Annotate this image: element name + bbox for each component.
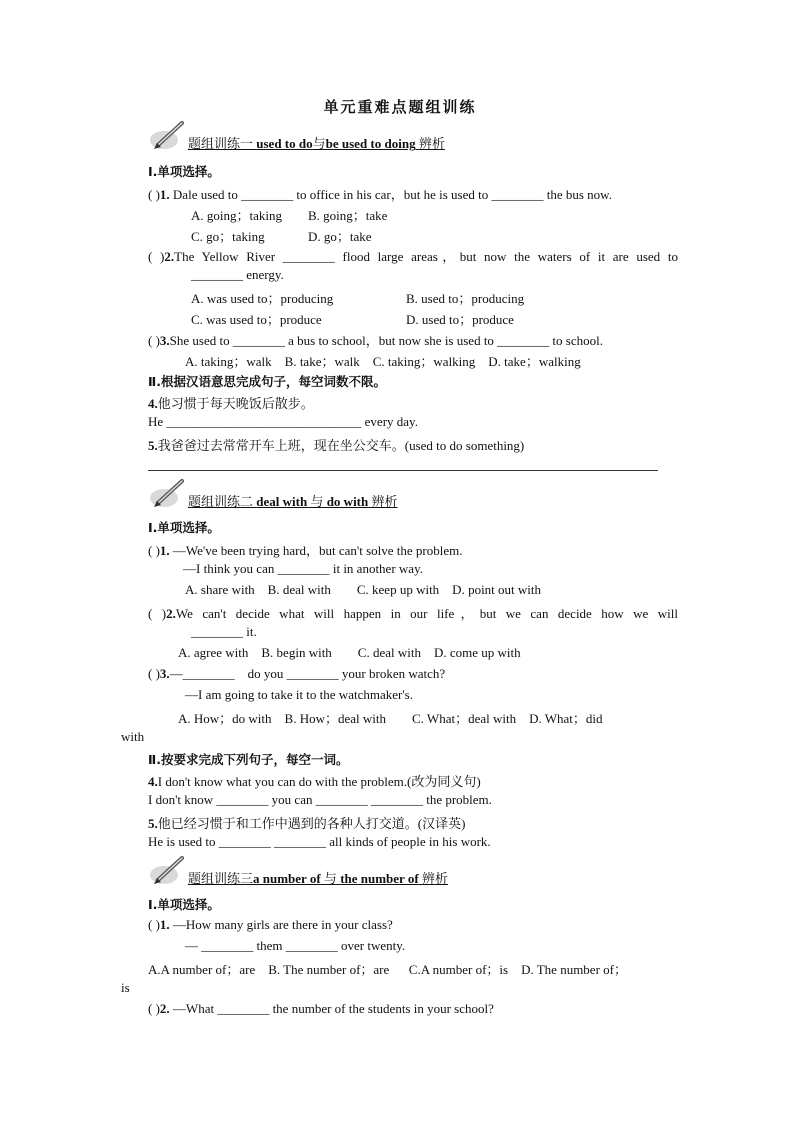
question-1: ( )1. —How many girls are there in your class? [148,917,393,932]
option-d: D. used to；produce [406,312,514,327]
question-4: 4.I don't know what you can do with the problem.(改为同义句) [148,774,481,789]
question-3: ( )3.She used to ________ a bus to school，but now she is used to ________ to school. [148,333,603,348]
option-c: C. go；taking [191,229,265,244]
answer-line: I don't know ________ you can ________ ________ the problem. [148,792,492,807]
options-row: A.A number of；are B. The number of；are C.A number of；is D. The number of； [148,962,627,977]
pen-icon [148,118,188,152]
question-3: ( )3.—________ do you ________ your broken watch? [148,666,446,681]
question-4: 4.他习惯于每天晚饭后散步。 [148,396,314,411]
question-1-cont: — ________ them ________ over twenty. [185,938,406,953]
option-b: B. used to；producing [406,291,525,306]
question-3-cont: —I am going to take it to the watchmaker's. [185,687,413,702]
question-2-cont: ________ it. [191,624,257,639]
option-a: A. going；taking [191,208,282,223]
option-d: D. go；take [308,229,372,244]
part-heading: Ⅰ.单项选择。 [148,520,220,535]
part-heading: Ⅰ.单项选择。 [148,897,220,912]
pen-icon [148,476,188,510]
options-row: A. How；do with B. How；deal with C. What；deal with D. What；did [178,711,603,726]
options-row: A. agree with B. begin with C. deal with D. come up with [178,645,521,660]
question-2-cont: ________ energy. [191,267,284,282]
question-5: 5.我爸爸过去常常开车上班，现在坐公交车。(used to do something) [148,438,525,453]
question-1: ( )1. —We've been trying hard，but can't solve the problem. [148,543,463,558]
options-wrap: with [121,729,145,744]
pen-icon [148,853,188,887]
part-heading: Ⅱ.按要求完成下列句子，每空一词。 [148,752,349,767]
option-c: C. was used to；produce [191,312,322,327]
answer-rule [148,470,658,471]
options-row: A. taking；walk B. take；walk C. taking；walking D. take；walking [185,354,581,369]
question-2: ( )2.We can't decide what will happen in our life，but we can decide how we will [148,606,678,621]
part-heading: Ⅰ.单项选择。 [148,164,220,179]
option-a: A. was used to；producing [191,291,334,306]
option-b: B. going；take [308,208,388,223]
options-row: A. share with B. deal with C. keep up with D. point out with [185,582,542,597]
answer-line: He is used to ________ ________ all kinds of people in his work. [148,834,491,849]
part-heading: Ⅱ.根据汉语意思完成句子，每空词数不限。 [148,374,386,389]
question-2: ( )2. —What ________ the number of the students in your school? [148,1001,494,1016]
section-title: 题组训练一 used to do与be used to doing 辨析 [188,136,445,151]
section-title: 题组训练二 deal with 与 do with 辨析 [188,494,398,509]
question-2: ( )2.The Yellow River ________ flood large areas，but now the waters of it are used to [148,249,678,264]
options-wrap: is [121,980,130,995]
section-title: 题组训练三a number of 与 the number of 辨析 [188,871,448,886]
question-1-cont: —I think you can ________ it in another way. [183,561,423,576]
question-1: ( )1. Dale used to ________ to office in his car，but he is used to ________ the bus now. [148,187,612,202]
answer-line: He ______________________________ every day. [148,414,418,429]
page-title: 单元重难点题组训练 [323,98,477,116]
question-5: 5.他已经习惯于和工作中遇到的各种人打交道。(汉译英) [148,816,466,831]
